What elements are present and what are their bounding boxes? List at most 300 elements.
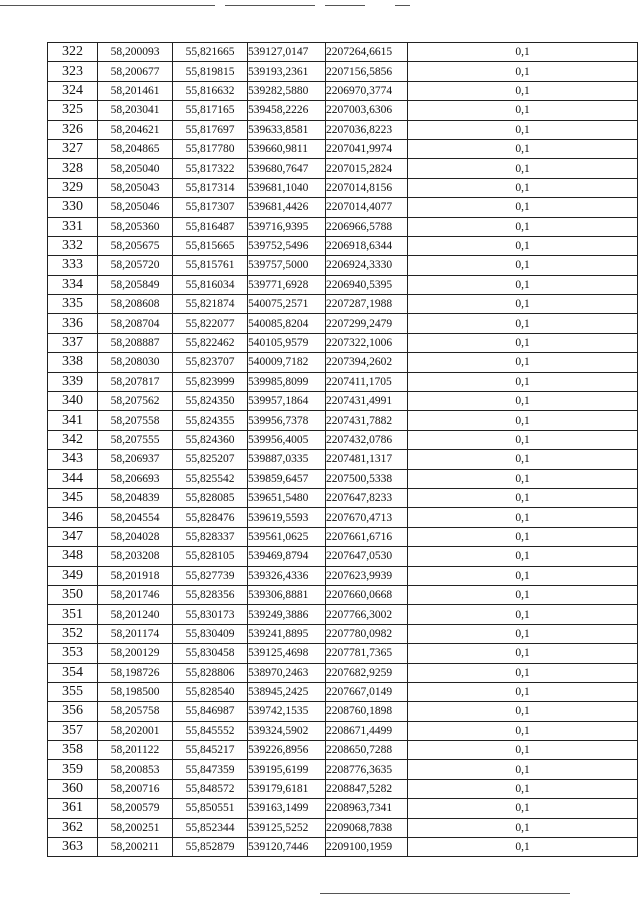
table-row	[48, 392, 638, 411]
y-coordinate-cell: 2208760,1898	[326, 702, 408, 721]
longitude-cell: 55,830173	[173, 605, 248, 624]
x-coordinate-cell: 539752,5496	[248, 236, 326, 255]
longitude-cell: 55,821874	[173, 295, 248, 314]
y-coordinate-cell: 2207322,1006	[326, 333, 408, 352]
longitude-cell: 55,817165	[173, 101, 248, 120]
x-coordinate-cell: 539249,3886	[248, 605, 326, 624]
x-coordinate-cell: 539306,8881	[248, 585, 326, 604]
x-coordinate-cell: 539985,8099	[248, 372, 326, 391]
latitude-cell: 58,200853	[98, 760, 173, 779]
accuracy-cell: 0,1	[408, 217, 638, 236]
latitude-cell: 58,206937	[98, 450, 173, 469]
y-coordinate-cell: 2208671,4499	[326, 721, 408, 740]
point-number: 330	[48, 198, 98, 217]
x-coordinate-cell: 539757,5000	[248, 256, 326, 275]
table-row	[48, 585, 638, 604]
point-number: 322	[48, 43, 98, 62]
point-number: 352	[48, 624, 98, 643]
y-coordinate-cell: 2206924,3330	[326, 256, 408, 275]
table-row	[48, 779, 638, 798]
table-row	[48, 372, 638, 391]
point-number: 333	[48, 256, 98, 275]
longitude-cell: 55,828356	[173, 585, 248, 604]
y-coordinate-cell: 2207431,7882	[326, 411, 408, 430]
y-coordinate-cell: 2206970,3774	[326, 81, 408, 100]
table-row	[48, 799, 638, 818]
y-coordinate-cell: 2208650,7288	[326, 741, 408, 760]
longitude-cell: 55,822077	[173, 314, 248, 333]
latitude-cell: 58,208704	[98, 314, 173, 333]
latitude-cell: 58,208030	[98, 353, 173, 372]
longitude-cell: 55,817307	[173, 198, 248, 217]
latitude-cell: 58,200129	[98, 644, 173, 663]
y-coordinate-cell: 2207667,0149	[326, 682, 408, 701]
table-row	[48, 101, 638, 120]
x-coordinate-cell: 539127,0147	[248, 43, 326, 62]
point-number: 335	[48, 295, 98, 314]
longitude-cell: 55,828337	[173, 527, 248, 546]
y-coordinate-cell: 2208776,3635	[326, 760, 408, 779]
y-coordinate-cell: 2207780,0982	[326, 624, 408, 643]
accuracy-cell: 0,1	[408, 624, 638, 643]
y-coordinate-cell: 2207647,0530	[326, 547, 408, 566]
latitude-cell: 58,201122	[98, 741, 173, 760]
x-coordinate-cell: 539179,6181	[248, 779, 326, 798]
longitude-cell: 55,848572	[173, 779, 248, 798]
x-coordinate-cell: 539887,0335	[248, 450, 326, 469]
y-coordinate-cell: 2207432,0786	[326, 430, 408, 449]
scan-top-line	[0, 5, 215, 6]
accuracy-cell: 0,1	[408, 198, 638, 217]
x-coordinate-cell: 539324,5902	[248, 721, 326, 740]
accuracy-cell: 0,1	[408, 760, 638, 779]
table-row	[48, 702, 638, 721]
x-coordinate-cell: 539241,8895	[248, 624, 326, 643]
accuracy-cell: 0,1	[408, 81, 638, 100]
longitude-cell: 55,817322	[173, 159, 248, 178]
y-coordinate-cell: 2207660,0668	[326, 585, 408, 604]
latitude-cell: 58,201174	[98, 624, 173, 643]
point-number: 357	[48, 721, 98, 740]
x-coordinate-cell: 538970,2463	[248, 663, 326, 682]
table-row	[48, 333, 638, 352]
longitude-cell: 55,824360	[173, 430, 248, 449]
point-number: 356	[48, 702, 98, 721]
longitude-cell: 55,823707	[173, 353, 248, 372]
accuracy-cell: 0,1	[408, 585, 638, 604]
table-row	[48, 450, 638, 469]
point-number: 343	[48, 450, 98, 469]
longitude-cell: 55,845552	[173, 721, 248, 740]
accuracy-cell: 0,1	[408, 702, 638, 721]
point-number: 324	[48, 81, 98, 100]
accuracy-cell: 0,1	[408, 139, 638, 158]
longitude-cell: 55,816632	[173, 81, 248, 100]
point-number: 334	[48, 275, 98, 294]
x-coordinate-cell: 539680,7647	[248, 159, 326, 178]
y-coordinate-cell: 2208963,7341	[326, 799, 408, 818]
latitude-cell: 58,204028	[98, 527, 173, 546]
accuracy-cell: 0,1	[408, 333, 638, 352]
y-coordinate-cell: 2207264,6615	[326, 43, 408, 62]
accuracy-cell: 0,1	[408, 392, 638, 411]
y-coordinate-cell: 2206940,5395	[326, 275, 408, 294]
longitude-cell: 55,852879	[173, 838, 248, 857]
point-number: 355	[48, 682, 98, 701]
longitude-cell: 55,845217	[173, 741, 248, 760]
x-coordinate-cell: 539193,2361	[248, 62, 326, 81]
latitude-cell: 58,200211	[98, 838, 173, 857]
y-coordinate-cell: 2207481,1317	[326, 450, 408, 469]
accuracy-cell: 0,1	[408, 663, 638, 682]
x-coordinate-cell: 539469,8794	[248, 547, 326, 566]
table-row	[48, 663, 638, 682]
scan-top-line	[325, 5, 365, 6]
latitude-cell: 58,203208	[98, 547, 173, 566]
accuracy-cell: 0,1	[408, 159, 638, 178]
point-number: 350	[48, 585, 98, 604]
accuracy-cell: 0,1	[408, 605, 638, 624]
x-coordinate-cell: 539125,4698	[248, 644, 326, 663]
y-coordinate-cell: 2209100,1959	[326, 838, 408, 857]
table-row	[48, 838, 638, 857]
longitude-cell: 55,816487	[173, 217, 248, 236]
accuracy-cell: 0,1	[408, 469, 638, 488]
point-number: 327	[48, 139, 98, 158]
latitude-cell: 58,204865	[98, 139, 173, 158]
table-row	[48, 159, 638, 178]
latitude-cell: 58,207555	[98, 430, 173, 449]
y-coordinate-cell: 2207156,5856	[326, 62, 408, 81]
accuracy-cell: 0,1	[408, 508, 638, 527]
accuracy-cell: 0,1	[408, 779, 638, 798]
accuracy-cell: 0,1	[408, 411, 638, 430]
point-number: 331	[48, 217, 98, 236]
point-number: 339	[48, 372, 98, 391]
point-number: 328	[48, 159, 98, 178]
accuracy-cell: 0,1	[408, 818, 638, 837]
x-coordinate-cell: 539859,6457	[248, 469, 326, 488]
accuracy-cell: 0,1	[408, 314, 638, 333]
coordinates-table	[47, 42, 638, 857]
x-coordinate-cell: 539326,4336	[248, 566, 326, 585]
point-number: 353	[48, 644, 98, 663]
x-coordinate-cell: 539742,1535	[248, 702, 326, 721]
point-number: 346	[48, 508, 98, 527]
table-row	[48, 508, 638, 527]
point-number: 360	[48, 779, 98, 798]
x-coordinate-cell: 539681,4426	[248, 198, 326, 217]
latitude-cell: 58,201918	[98, 566, 173, 585]
coordinates-table-body	[48, 43, 638, 857]
point-number: 347	[48, 527, 98, 546]
accuracy-cell: 0,1	[408, 488, 638, 507]
latitude-cell: 58,207562	[98, 392, 173, 411]
longitude-cell: 55,817780	[173, 139, 248, 158]
accuracy-cell: 0,1	[408, 566, 638, 585]
point-number: 348	[48, 547, 98, 566]
longitude-cell: 55,817697	[173, 120, 248, 139]
longitude-cell: 55,817314	[173, 178, 248, 197]
table-row	[48, 178, 638, 197]
table-row	[48, 236, 638, 255]
point-number: 325	[48, 101, 98, 120]
y-coordinate-cell: 2207682,9259	[326, 663, 408, 682]
table-row	[48, 120, 638, 139]
accuracy-cell: 0,1	[408, 353, 638, 372]
point-number: 329	[48, 178, 98, 197]
point-number: 349	[48, 566, 98, 585]
latitude-cell: 58,200716	[98, 779, 173, 798]
latitude-cell: 58,205360	[98, 217, 173, 236]
point-number: 332	[48, 236, 98, 255]
y-coordinate-cell: 2207500,5338	[326, 469, 408, 488]
latitude-cell: 58,207817	[98, 372, 173, 391]
accuracy-cell: 0,1	[408, 275, 638, 294]
table-row	[48, 624, 638, 643]
scan-top-line	[225, 5, 315, 6]
table-row	[48, 81, 638, 100]
latitude-cell: 58,207558	[98, 411, 173, 430]
accuracy-cell: 0,1	[408, 838, 638, 857]
longitude-cell: 55,815665	[173, 236, 248, 255]
y-coordinate-cell: 2209068,7838	[326, 818, 408, 837]
point-number: 336	[48, 314, 98, 333]
longitude-cell: 55,823999	[173, 372, 248, 391]
accuracy-cell: 0,1	[408, 256, 638, 275]
x-coordinate-cell: 539619,5593	[248, 508, 326, 527]
longitude-cell: 55,847359	[173, 760, 248, 779]
x-coordinate-cell: 539282,5880	[248, 81, 326, 100]
table-row	[48, 488, 638, 507]
point-number: 345	[48, 488, 98, 507]
y-coordinate-cell: 2206918,6344	[326, 236, 408, 255]
latitude-cell: 58,201746	[98, 585, 173, 604]
x-coordinate-cell: 540105,9579	[248, 333, 326, 352]
accuracy-cell: 0,1	[408, 547, 638, 566]
y-coordinate-cell: 2207781,7365	[326, 644, 408, 663]
y-coordinate-cell: 2207647,8233	[326, 488, 408, 507]
point-number: 342	[48, 430, 98, 449]
x-coordinate-cell: 539163,1499	[248, 799, 326, 818]
point-number: 338	[48, 353, 98, 372]
point-number: 351	[48, 605, 98, 624]
x-coordinate-cell: 539651,5480	[248, 488, 326, 507]
latitude-cell: 58,204554	[98, 508, 173, 527]
table-row	[48, 469, 638, 488]
table-row	[48, 741, 638, 760]
latitude-cell: 58,200093	[98, 43, 173, 62]
y-coordinate-cell: 2207623,9939	[326, 566, 408, 585]
x-coordinate-cell: 539957,1864	[248, 392, 326, 411]
y-coordinate-cell: 2207287,1988	[326, 295, 408, 314]
longitude-cell: 55,815761	[173, 256, 248, 275]
table-row	[48, 430, 638, 449]
point-number: 340	[48, 392, 98, 411]
x-coordinate-cell: 539226,8956	[248, 741, 326, 760]
x-coordinate-cell: 539716,9395	[248, 217, 326, 236]
x-coordinate-cell: 539956,4005	[248, 430, 326, 449]
longitude-cell: 55,828806	[173, 663, 248, 682]
accuracy-cell: 0,1	[408, 721, 638, 740]
longitude-cell: 55,828540	[173, 682, 248, 701]
table-row	[48, 314, 638, 333]
point-number: 341	[48, 411, 98, 430]
latitude-cell: 58,204839	[98, 488, 173, 507]
y-coordinate-cell: 2207036,8223	[326, 120, 408, 139]
table-row	[48, 605, 638, 624]
longitude-cell: 55,819815	[173, 62, 248, 81]
x-coordinate-cell: 539956,7378	[248, 411, 326, 430]
table-row	[48, 256, 638, 275]
latitude-cell: 58,205043	[98, 178, 173, 197]
point-number: 358	[48, 741, 98, 760]
accuracy-cell: 0,1	[408, 450, 638, 469]
accuracy-cell: 0,1	[408, 372, 638, 391]
longitude-cell: 55,830458	[173, 644, 248, 663]
latitude-cell: 58,204621	[98, 120, 173, 139]
y-coordinate-cell: 2207670,4713	[326, 508, 408, 527]
table-row	[48, 43, 638, 62]
point-number: 344	[48, 469, 98, 488]
longitude-cell: 55,824350	[173, 392, 248, 411]
y-coordinate-cell: 2207766,3002	[326, 605, 408, 624]
x-coordinate-cell: 539120,7446	[248, 838, 326, 857]
table-row	[48, 139, 638, 158]
longitude-cell: 55,816034	[173, 275, 248, 294]
x-coordinate-cell: 540085,8204	[248, 314, 326, 333]
longitude-cell: 55,822462	[173, 333, 248, 352]
latitude-cell: 58,198726	[98, 663, 173, 682]
table-row	[48, 760, 638, 779]
table-row	[48, 198, 638, 217]
accuracy-cell: 0,1	[408, 43, 638, 62]
accuracy-cell: 0,1	[408, 178, 638, 197]
longitude-cell: 55,824355	[173, 411, 248, 430]
y-coordinate-cell: 2207015,2824	[326, 159, 408, 178]
point-number: 354	[48, 663, 98, 682]
x-coordinate-cell: 539633,8581	[248, 120, 326, 139]
longitude-cell: 55,825207	[173, 450, 248, 469]
y-coordinate-cell: 2207299,2479	[326, 314, 408, 333]
latitude-cell: 58,205849	[98, 275, 173, 294]
table-row	[48, 217, 638, 236]
x-coordinate-cell: 539125,5252	[248, 818, 326, 837]
x-coordinate-cell: 540075,2571	[248, 295, 326, 314]
x-coordinate-cell: 539195,6199	[248, 760, 326, 779]
latitude-cell: 58,206693	[98, 469, 173, 488]
y-coordinate-cell: 2207014,4077	[326, 198, 408, 217]
latitude-cell: 58,205046	[98, 198, 173, 217]
table-row	[48, 644, 638, 663]
latitude-cell: 58,205720	[98, 256, 173, 275]
latitude-cell: 58,201461	[98, 81, 173, 100]
longitude-cell: 55,852344	[173, 818, 248, 837]
accuracy-cell: 0,1	[408, 799, 638, 818]
y-coordinate-cell: 2207041,9974	[326, 139, 408, 158]
scan-bottom-line	[320, 893, 570, 894]
longitude-cell: 55,828105	[173, 547, 248, 566]
y-coordinate-cell: 2207014,8156	[326, 178, 408, 197]
y-coordinate-cell: 2208847,5282	[326, 779, 408, 798]
accuracy-cell: 0,1	[408, 527, 638, 546]
point-number: 337	[48, 333, 98, 352]
latitude-cell: 58,208887	[98, 333, 173, 352]
longitude-cell: 55,846987	[173, 702, 248, 721]
point-number: 359	[48, 760, 98, 779]
table-row	[48, 547, 638, 566]
table-row	[48, 353, 638, 372]
table-row	[48, 721, 638, 740]
x-coordinate-cell: 539561,0625	[248, 527, 326, 546]
point-number: 323	[48, 62, 98, 81]
latitude-cell: 58,202001	[98, 721, 173, 740]
latitude-cell: 58,208608	[98, 295, 173, 314]
accuracy-cell: 0,1	[408, 101, 638, 120]
longitude-cell: 55,850551	[173, 799, 248, 818]
y-coordinate-cell: 2207411,1705	[326, 372, 408, 391]
x-coordinate-cell: 539771,6928	[248, 275, 326, 294]
longitude-cell: 55,827739	[173, 566, 248, 585]
y-coordinate-cell: 2207003,6306	[326, 101, 408, 120]
latitude-cell: 58,203041	[98, 101, 173, 120]
longitude-cell: 55,828476	[173, 508, 248, 527]
table-row	[48, 682, 638, 701]
x-coordinate-cell: 540009,7182	[248, 353, 326, 372]
latitude-cell: 58,200251	[98, 818, 173, 837]
latitude-cell: 58,205758	[98, 702, 173, 721]
point-number: 363	[48, 838, 98, 857]
accuracy-cell: 0,1	[408, 295, 638, 314]
x-coordinate-cell: 538945,2425	[248, 682, 326, 701]
table-row	[48, 295, 638, 314]
latitude-cell: 58,205040	[98, 159, 173, 178]
accuracy-cell: 0,1	[408, 644, 638, 663]
table-row	[48, 566, 638, 585]
accuracy-cell: 0,1	[408, 430, 638, 449]
longitude-cell: 55,828085	[173, 488, 248, 507]
x-coordinate-cell: 539458,2226	[248, 101, 326, 120]
y-coordinate-cell: 2207661,6716	[326, 527, 408, 546]
longitude-cell: 55,821665	[173, 43, 248, 62]
latitude-cell: 58,201240	[98, 605, 173, 624]
y-coordinate-cell: 2207431,4991	[326, 392, 408, 411]
table-row	[48, 818, 638, 837]
accuracy-cell: 0,1	[408, 682, 638, 701]
latitude-cell: 58,198500	[98, 682, 173, 701]
table-row	[48, 411, 638, 430]
longitude-cell: 55,830409	[173, 624, 248, 643]
latitude-cell: 58,200677	[98, 62, 173, 81]
point-number: 362	[48, 818, 98, 837]
latitude-cell: 58,205675	[98, 236, 173, 255]
x-coordinate-cell: 539660,9811	[248, 139, 326, 158]
accuracy-cell: 0,1	[408, 120, 638, 139]
table-row	[48, 527, 638, 546]
accuracy-cell: 0,1	[408, 741, 638, 760]
table-row	[48, 62, 638, 81]
table-row	[48, 275, 638, 294]
y-coordinate-cell: 2207394,2602	[326, 353, 408, 372]
point-number: 326	[48, 120, 98, 139]
longitude-cell: 55,825542	[173, 469, 248, 488]
accuracy-cell: 0,1	[408, 62, 638, 81]
x-coordinate-cell: 539681,1040	[248, 178, 326, 197]
y-coordinate-cell: 2206966,5788	[326, 217, 408, 236]
point-number: 361	[48, 799, 98, 818]
scan-top-line	[395, 5, 410, 6]
accuracy-cell: 0,1	[408, 236, 638, 255]
